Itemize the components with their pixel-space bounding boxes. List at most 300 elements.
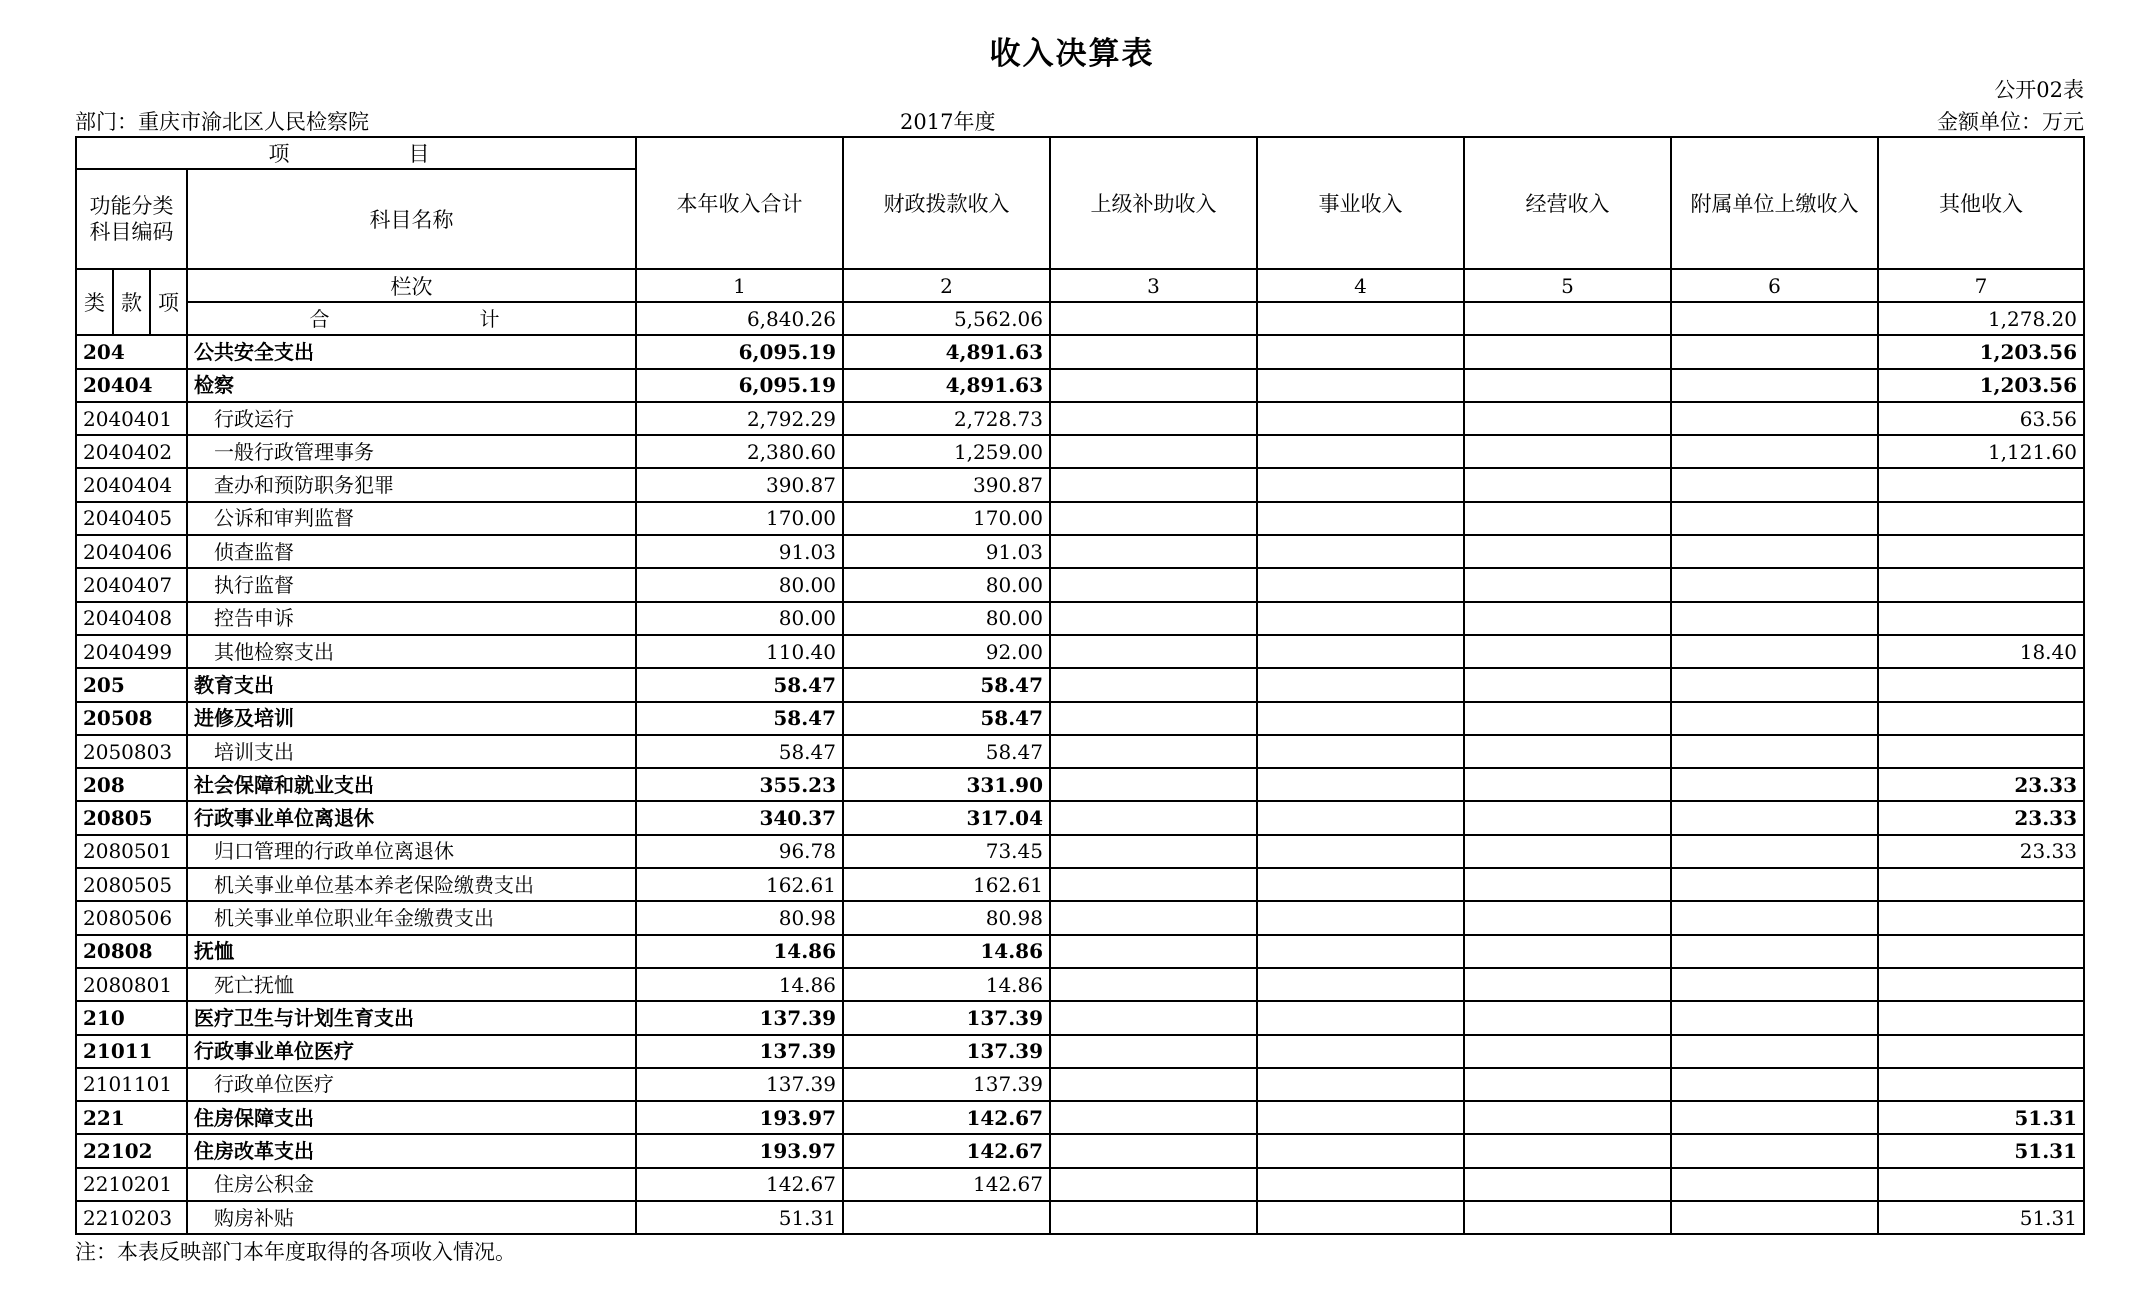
row-value [1464,868,1671,901]
row-name: 机关事业单位职业年金缴费支出 [187,901,636,934]
total-value [1050,302,1257,335]
row-value [1050,502,1257,535]
row-value [1464,635,1671,668]
row-value [1257,768,1464,801]
row-value [1050,635,1257,668]
row-name: 社会保障和就业支出 [187,768,636,801]
row-value [1050,835,1257,868]
row-name: 机关事业单位基本养老保险缴费支出 [187,868,636,901]
row-value [1878,1168,2084,1201]
row-value [1257,1168,1464,1201]
row-value [1671,901,1878,934]
table-row [76,1068,2084,1101]
row-value [1671,369,1878,402]
row-value [1464,968,1671,1001]
row-value: 1,121.60 [1878,435,2084,468]
row-value: 23.33 [1878,835,2084,868]
row-value: 58.47 [843,702,1050,735]
row-value [1464,602,1671,635]
row-name: 执行监督 [187,568,636,601]
row-value [1464,402,1671,435]
row-value: 58.47 [843,668,1050,701]
row-value: 80.00 [636,568,843,601]
table-row [76,335,2084,368]
row-code: 21011 [76,1035,187,1068]
col-number-2: 2 [843,269,1050,302]
total-value [1464,302,1671,335]
row-value [1464,435,1671,468]
row-name: 其他检察支出 [187,635,636,668]
row-value [1464,1068,1671,1101]
row-value [1878,901,2084,934]
row-value: 4,891.63 [843,335,1050,368]
row-value [1671,935,1878,968]
row-value [1257,1101,1464,1134]
total-value: 6,840.26 [636,302,843,335]
row-value [1257,435,1464,468]
row-value [1257,335,1464,368]
row-value [1464,668,1671,701]
total-value [1257,302,1464,335]
row-code: 20404 [76,369,187,402]
row-value: 331.90 [843,768,1050,801]
page-title: 收入决算表 [989,36,1155,72]
header-row-3 [76,269,2084,302]
row-code: 2210201 [76,1168,187,1201]
row-name: 医疗卫生与计划生育支出 [187,1001,636,1034]
row-value: 2,792.29 [636,402,843,435]
row-value: 1,259.00 [843,435,1050,468]
header-col-1: 本年收入合计 [636,137,843,269]
total-value: 1,278.20 [1878,302,2084,335]
row-code: 2040406 [76,535,187,568]
row-code: 2040407 [76,568,187,601]
row-value: 137.39 [843,1068,1050,1101]
row-value [1050,1168,1257,1201]
row-value [1050,901,1257,934]
row-value [1878,535,2084,568]
header-col-5: 经营收入 [1464,137,1671,269]
form-number: 公开02表 [1994,78,2084,102]
row-value [1464,1035,1671,1068]
row-value: 137.39 [843,1035,1050,1068]
row-value [1257,935,1464,968]
row-value [1878,568,2084,601]
row-value [1671,402,1878,435]
header-col-4: 事业收入 [1257,137,1464,269]
row-value [1878,602,2084,635]
footnote: 注：本表反映部门本年度取得的各项收入情况。 [75,1240,516,1264]
table-row [76,1035,2084,1068]
row-value: 2,380.60 [636,435,843,468]
table-row [76,1101,2084,1134]
row-value: 142.67 [843,1134,1050,1167]
row-value [1464,801,1671,834]
row-value: 18.40 [1878,635,2084,668]
table-row [76,835,2084,868]
row-value: 80.00 [843,602,1050,635]
row-code: 2040404 [76,468,187,501]
table-row [76,901,2084,934]
row-value [1257,468,1464,501]
table-row [76,402,2084,435]
row-value: 51.31 [1878,1134,2084,1167]
total-value [1671,302,1878,335]
row-value: 80.00 [843,568,1050,601]
row-value: 80.98 [636,901,843,934]
row-value: 6,095.19 [636,369,843,402]
row-value [1257,369,1464,402]
table-row [76,635,2084,668]
row-value [1257,502,1464,535]
row-value [1671,702,1878,735]
row-value [1257,535,1464,568]
row-value [1050,602,1257,635]
row-value [1671,568,1878,601]
table-row [76,1201,2084,1234]
table-row [76,602,2084,635]
header-code-line2: 科目编码 [89,220,174,244]
row-code: 2040499 [76,635,187,668]
row-code: 20508 [76,702,187,735]
row-value [1464,369,1671,402]
income-table [75,136,2085,1235]
row-value: 142.67 [636,1168,843,1201]
row-name: 一般行政管理事务 [187,435,636,468]
row-name: 行政事业单位离退休 [187,801,636,834]
row-value [1878,502,2084,535]
row-value: 14.86 [843,968,1050,1001]
row-name: 行政事业单位医疗 [187,1035,636,1068]
row-code: 2040401 [76,402,187,435]
row-value [1878,1068,2084,1101]
row-value [1671,835,1878,868]
row-value [1050,468,1257,501]
row-code: 205 [76,668,187,701]
table-row [76,968,2084,1001]
row-value [1050,535,1257,568]
row-value [1050,1035,1257,1068]
row-code: 2210203 [76,1201,187,1234]
row-value [1878,735,2084,768]
row-code: 20805 [76,801,187,834]
row-value [1671,335,1878,368]
row-value [1878,702,2084,735]
row-value: 340.37 [636,801,843,834]
header-code [76,169,187,269]
row-value [1050,735,1257,768]
row-value: 14.86 [843,935,1050,968]
row-value [1878,935,2084,968]
row-value [1671,435,1878,468]
row-value: 193.97 [636,1134,843,1167]
row-value [1257,602,1464,635]
header-kuan: 款 [113,269,150,335]
col-number-1: 1 [636,269,843,302]
header-xiang: 项 [150,269,187,335]
header-lei: 类 [76,269,113,335]
row-value: 317.04 [843,801,1050,834]
row-value [1050,1201,1257,1234]
row-value: 14.86 [636,968,843,1001]
row-value [1464,768,1671,801]
row-value [1050,1068,1257,1101]
row-value: 162.61 [636,868,843,901]
row-code: 2040408 [76,602,187,635]
row-value [1257,702,1464,735]
row-name: 公诉和审判监督 [187,502,636,535]
row-value [1878,1035,2084,1068]
row-name: 检察 [187,369,636,402]
row-name: 行政单位医疗 [187,1068,636,1101]
row-code: 204 [76,335,187,368]
row-value [1878,1001,2084,1034]
row-value [1257,1001,1464,1034]
row-value: 142.67 [843,1168,1050,1201]
row-value [1671,868,1878,901]
row-value [1671,668,1878,701]
row-value [1671,1035,1878,1068]
row-value [1464,1101,1671,1134]
row-value: 390.87 [843,468,1050,501]
row-value: 1,203.56 [1878,335,2084,368]
row-value [1464,535,1671,568]
row-value [1050,1001,1257,1034]
total-row [76,302,2084,335]
table-row [76,568,2084,601]
row-value [1050,668,1257,701]
header-name: 科目名称 [187,169,636,269]
row-value: 73.45 [843,835,1050,868]
row-value: 58.47 [636,735,843,768]
header-project [76,137,636,169]
row-value [1050,768,1257,801]
row-code: 208 [76,768,187,801]
header-project-label: 项 目 [268,142,444,166]
row-value [1257,635,1464,668]
row-name: 侦查监督 [187,535,636,568]
row-value [1671,1201,1878,1234]
row-value [1257,1201,1464,1234]
table-row [76,868,2084,901]
row-value [1671,502,1878,535]
row-value: 4,891.63 [843,369,1050,402]
row-value: 14.86 [636,935,843,968]
row-name: 查办和预防职务犯罪 [187,468,636,501]
table-row [76,935,2084,968]
row-code: 2080801 [76,968,187,1001]
row-value [1878,668,2084,701]
row-value: 80.98 [843,901,1050,934]
row-value: 2,728.73 [843,402,1050,435]
row-code: 221 [76,1101,187,1134]
header-col-7: 其他收入 [1878,137,2084,269]
row-name: 进修及培训 [187,702,636,735]
table-row [76,369,2084,402]
row-value [1671,468,1878,501]
row-value [1257,801,1464,834]
row-value: 6,095.19 [636,335,843,368]
row-value [1257,668,1464,701]
row-value [1464,468,1671,501]
row-name: 归口管理的行政单位离退休 [187,835,636,868]
row-value [1671,535,1878,568]
meta-row [75,106,2084,134]
row-value: 137.39 [636,1068,843,1101]
row-value [1464,835,1671,868]
row-code: 2040405 [76,502,187,535]
row-value: 58.47 [636,668,843,701]
row-value: 80.00 [636,602,843,635]
col-number-6: 6 [1671,269,1878,302]
table-row [76,702,2084,735]
department-label: 部门：重庆市渝北区人民检察院 [75,110,369,134]
row-value [1050,702,1257,735]
table-row [76,435,2084,468]
row-value: 170.00 [843,502,1050,535]
row-value [1671,1068,1878,1101]
row-value: 110.40 [636,635,843,668]
row-value: 390.87 [636,468,843,501]
table-row [76,768,2084,801]
row-value [1878,868,2084,901]
row-value [1464,901,1671,934]
row-value [1464,502,1671,535]
row-code: 22102 [76,1134,187,1167]
row-code: 2101101 [76,1068,187,1101]
row-value [1257,1068,1464,1101]
row-value: 51.31 [1878,1101,2084,1134]
row-value [1671,1168,1878,1201]
header-col-3: 上级补助收入 [1050,137,1257,269]
row-name: 控告申诉 [187,602,636,635]
row-value [1464,1134,1671,1167]
row-value [1257,968,1464,1001]
row-name: 住房公积金 [187,1168,636,1201]
row-value [1464,735,1671,768]
table-row [76,535,2084,568]
total-label-text: 合 计 [309,306,514,331]
row-value: 92.00 [843,635,1050,668]
row-value: 355.23 [636,768,843,801]
row-name: 教育支出 [187,668,636,701]
row-value: 91.03 [636,535,843,568]
row-value [1257,901,1464,934]
row-value [1050,369,1257,402]
row-value: 193.97 [636,1101,843,1134]
row-value [1257,1035,1464,1068]
table-row [76,1001,2084,1034]
row-value [1257,835,1464,868]
row-value [1050,568,1257,601]
row-value: 1,203.56 [1878,369,2084,402]
col-number-5: 5 [1464,269,1671,302]
row-code: 210 [76,1001,187,1034]
row-value: 137.39 [843,1001,1050,1034]
row-value [1050,335,1257,368]
total-label [187,302,636,335]
row-value [1050,935,1257,968]
row-value [1464,568,1671,601]
header-col-6: 附属单位上缴收入 [1671,137,1878,269]
row-name: 住房改革支出 [187,1134,636,1167]
row-value [1050,1101,1257,1134]
row-value [1050,1134,1257,1167]
row-value: 96.78 [636,835,843,868]
row-value [1464,335,1671,368]
row-name: 抚恤 [187,935,636,968]
row-value [1050,801,1257,834]
table-row [76,735,2084,768]
row-value [1257,402,1464,435]
row-value [843,1201,1050,1234]
row-value [1671,1134,1878,1167]
row-value [1671,801,1878,834]
row-value: 58.47 [843,735,1050,768]
row-value [1464,1201,1671,1234]
row-value [1671,768,1878,801]
row-value: 51.31 [1878,1201,2084,1234]
row-value [1464,935,1671,968]
table-row [76,668,2084,701]
year-label: 2017年度 [900,110,996,134]
col-number-3: 3 [1050,269,1257,302]
row-value [1671,635,1878,668]
table-row [76,468,2084,501]
row-value [1671,1101,1878,1134]
row-name: 购房补贴 [187,1201,636,1234]
row-code: 2050803 [76,735,187,768]
row-value: 162.61 [843,868,1050,901]
row-value [1257,1134,1464,1167]
row-value [1257,568,1464,601]
row-value [1257,735,1464,768]
row-code: 2080506 [76,901,187,934]
table-row [76,801,2084,834]
row-code: 2080505 [76,868,187,901]
header-lanci: 栏次 [187,269,636,302]
col-number-7: 7 [1878,269,2084,302]
row-value [1464,1168,1671,1201]
row-name: 公共安全支出 [187,335,636,368]
row-value [1257,868,1464,901]
header-code-line1: 功能分类 [89,194,174,218]
row-value: 51.31 [636,1201,843,1234]
row-value [1464,702,1671,735]
total-value: 5,562.06 [843,302,1050,335]
row-value [1671,1001,1878,1034]
table-row [76,1134,2084,1167]
table-row [76,502,2084,535]
row-value: 23.33 [1878,768,2084,801]
row-value: 91.03 [843,535,1050,568]
row-name: 住房保障支出 [187,1101,636,1134]
table-row [76,1168,2084,1201]
row-code: 20808 [76,935,187,968]
row-value [1050,868,1257,901]
row-value: 137.39 [636,1001,843,1034]
row-value: 137.39 [636,1035,843,1068]
row-value: 63.56 [1878,402,2084,435]
header-row-1 [76,137,2084,169]
row-value: 170.00 [636,502,843,535]
row-name: 死亡抚恤 [187,968,636,1001]
row-value [1878,968,2084,1001]
row-value [1050,435,1257,468]
unit-label: 金额单位：万元 [1937,110,2084,134]
row-value [1671,968,1878,1001]
row-value: 58.47 [636,702,843,735]
